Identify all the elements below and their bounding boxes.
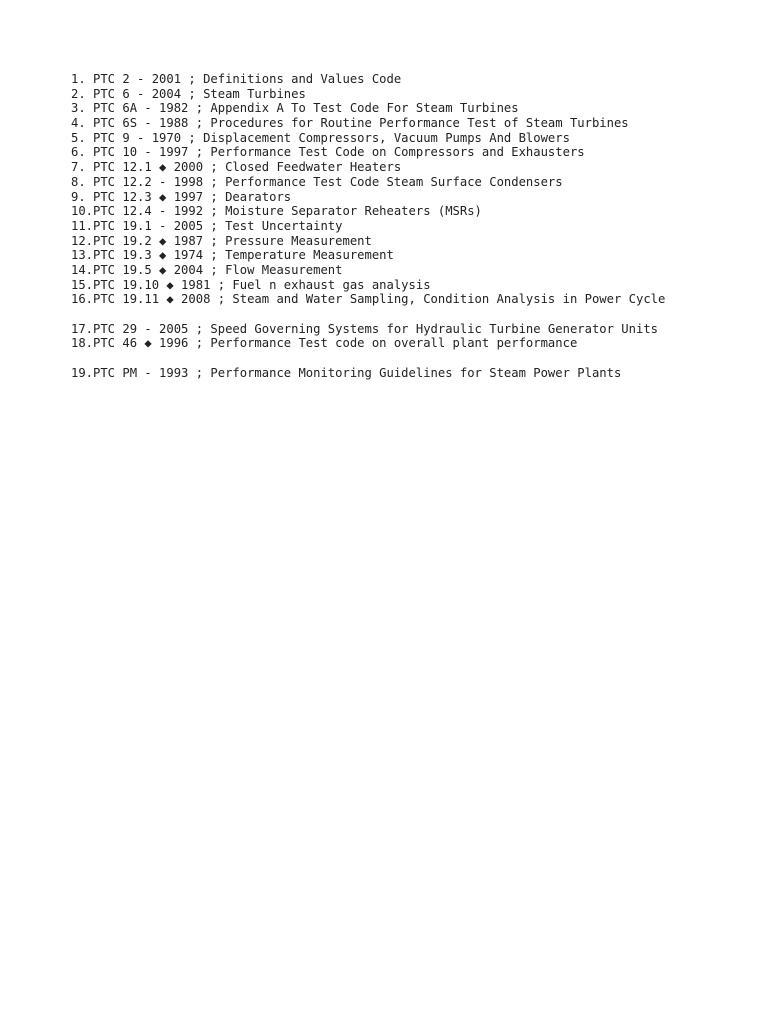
list-item: 9. PTC 12.3 ◆ 1997 ; Dearators: [71, 189, 292, 204]
list-item: 6. PTC 10 - 1997 ; Performance Test Code on Compressors and Exhausters: [71, 145, 585, 160]
list-item: 1. PTC 2 - 2001 ; Definitions and Values Code: [71, 72, 402, 86]
list-item: 2. PTC 6 - 2004 ; Steam Turbines: [71, 86, 306, 101]
list-item: 16.PTC 19.11 ◆ 2008 ; Steam and Water Sampling, Condition Analysis in Power Cycle: [71, 292, 666, 307]
list-item: 4. PTC 6S - 1988 ; Procedures for Routine Performance Test of Steam Turbines: [71, 116, 629, 131]
list-item: 12.PTC 19.2 ◆ 1987 ; Pressure Measurement: [71, 233, 372, 248]
list-item: 8. PTC 12.2 - 1998 ; Performance Test Code Steam Surface Condensers: [71, 174, 563, 189]
list-item: 18.PTC 46 ◆ 1996 ; Performance Test code on overall plant performance: [71, 336, 578, 351]
list-item: 5. PTC 9 - 1970 ; Displacement Compressors, Vacuum Pumps And Blowers: [71, 130, 570, 145]
list-item: 13.PTC 19.3 ◆ 1974 ; Temperature Measurement: [71, 248, 394, 263]
blank-line: [71, 307, 751, 322]
document-page: [71, 72, 751, 380]
list-item: 14.PTC 19.5 ◆ 2004 ; Flow Measurement: [71, 262, 343, 277]
list-item: 17.PTC 29 - 2005 ; Speed Governing Systems for Hydraulic Turbine Generator Units: [71, 321, 658, 336]
list-item: 11.PTC 19.1 - 2005 ; Test Uncertainty: [71, 218, 343, 233]
list-item: 7. PTC 12.1 ◆ 2000 ; Closed Feedwater Heaters: [71, 160, 402, 175]
list-item: 10.PTC 12.4 - 1992 ; Moisture Separator Reheaters (MSRs): [71, 204, 482, 219]
list-item: 15.PTC 19.10 ◆ 1981 ; Fuel n exhaust gas analysis: [71, 277, 431, 292]
list-item: 19.PTC PM - 1993 ; Performance Monitoring Guidelines for Steam Power Plants: [71, 365, 622, 380]
blank-line: [71, 351, 751, 366]
list-item: 3. PTC 6A - 1982 ; Appendix A To Test Code For Steam Turbines: [71, 101, 519, 116]
